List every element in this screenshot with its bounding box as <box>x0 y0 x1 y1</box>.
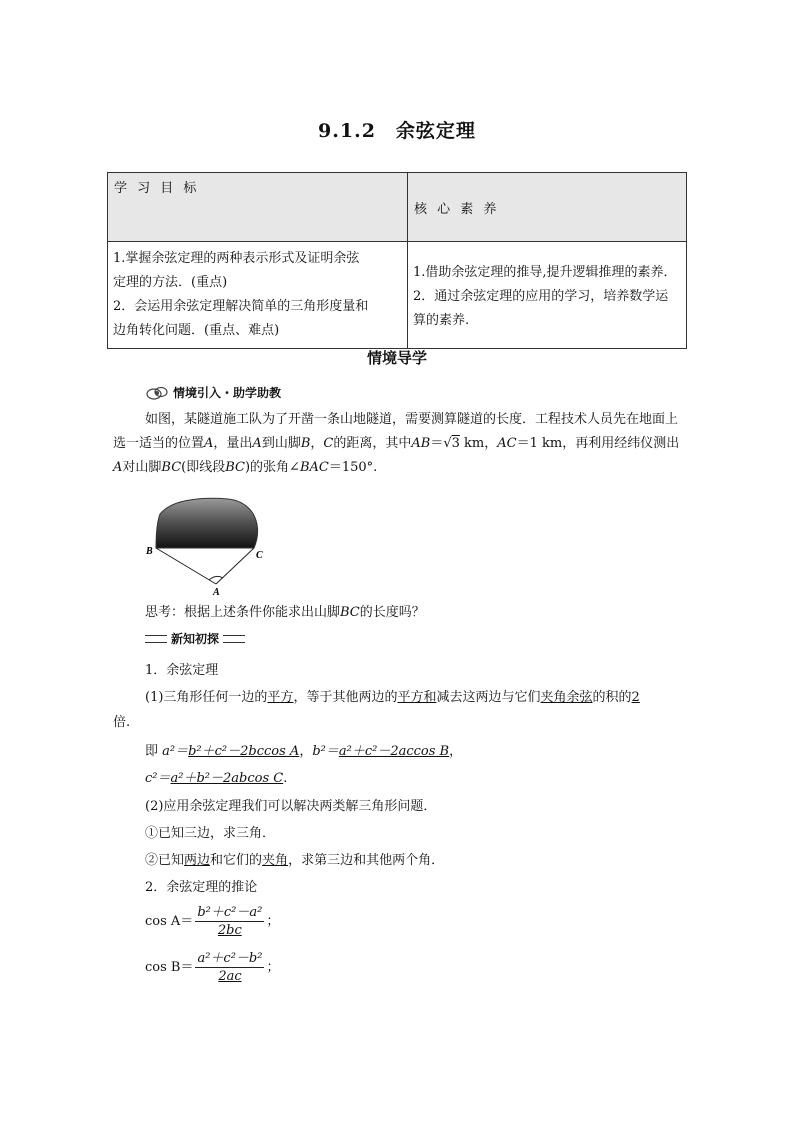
objective-line: 1.掌握余弦定理的两种表示形式及证明余弦 <box>113 251 360 266</box>
segment-ac <box>216 548 254 584</box>
law-case-1: ①已知三边，求三角． <box>145 826 276 841</box>
fraction: $\frac{\text{b²＋c²－a²}}{2bc}$ <box>197 905 263 938</box>
objectives-left-cell <box>108 242 408 349</box>
intro-paragraph: 如图，某隧道施工队为了开凿一条山地隧道，需要测算隧道的长度．工程技术人员先在地面上选一适当的位置A，量出A到山脚B，C的距离，其中AB＝√3 km，AC＝1 km，再利用经纬仪测出A对山脚BC(即线段BC)的张角∠BAC＝150°. <box>113 412 680 475</box>
literacy-line: 1.借助余弦定理的推导,提升逻辑推理的素养． <box>413 264 677 280</box>
law-case-2: ②已知两边和它们的夹角，求第三边和其他两个角． <box>145 853 445 868</box>
objectives-right-cell <box>408 242 687 349</box>
intro-badge <box>146 384 281 401</box>
law-statement: (1)三角形任何一边的平方，等于其他两边的平方和减去这两边与它们夹角余弦的积的2 <box>145 690 640 705</box>
literacy-line: 2．通过余弦定理的应用的学习，培养数学运 <box>413 288 669 304</box>
cos-a-formula: cos A＝ $\frac{\text{b²＋c²－a²}}{2bc}$ ； <box>145 905 280 938</box>
cloud-ornament-icon <box>146 386 170 400</box>
objectives-table <box>107 172 687 349</box>
think-question: 思考：根据上述条件你能求出山脚BC的长度吗？ <box>145 605 425 620</box>
corollary-heading: 2．余弦定理的推论 <box>145 880 258 895</box>
law-equations: 即 a²＝b²＋c²－2bccos A，b²＝a²＋c²－2accos B， <box>145 744 463 759</box>
fraction: $\frac{\text{a²＋c²－b²}}{2ac}$ <box>197 951 263 984</box>
objectives-header-left: 学 习 目 标 <box>108 173 408 242</box>
page-title: 9.1.2 余弦定理 <box>318 120 476 142</box>
label-b: B <box>146 546 153 557</box>
law-heading: 1．余弦定理 <box>145 663 219 678</box>
law-equation-c: c²＝a²＋b²－2abcos C. <box>145 771 288 786</box>
header-bar-right <box>223 635 245 643</box>
badge-label: 情境引入・助学助教 <box>173 386 282 400</box>
objective-line: 2．会运用余弦定理解决简单的三角形度量和 <box>113 299 369 314</box>
law-application: (2)应用余弦定理我们可以解决两类解三角形问题． <box>145 799 437 814</box>
new-section-header <box>145 630 245 647</box>
header-bar-left <box>145 635 167 643</box>
segment-ab <box>156 548 216 584</box>
objective-line: 边角转化问题．(重点、难点) <box>113 323 280 338</box>
objective-line: 定理的方法．(重点) <box>113 275 228 290</box>
new-section-label: 新知初探 <box>171 632 220 646</box>
section-title: 情境导学 <box>366 349 427 367</box>
cos-b-formula: cos B＝ $\frac{\text{a²＋c²－b²}}{2ac}$ ； <box>145 951 280 984</box>
mountain-figure <box>142 494 277 600</box>
label-a: A <box>213 587 220 598</box>
literacy-line: 算的素养. <box>413 312 470 328</box>
mountain-shape <box>156 498 258 548</box>
label-c: C <box>256 550 263 561</box>
law-statement-end: 倍. <box>113 715 131 730</box>
objectives-header-right: 核 心 素 养 <box>408 173 687 242</box>
